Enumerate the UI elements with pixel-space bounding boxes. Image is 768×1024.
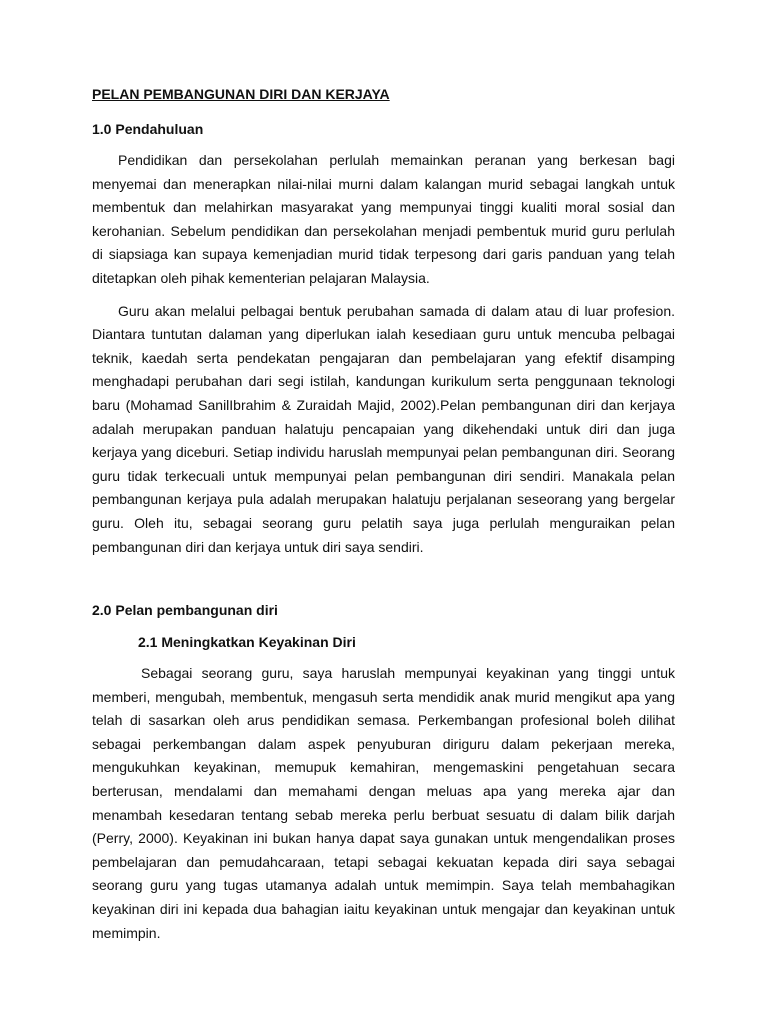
subsection-2-1-heading: 2.1 Meningkatkan Keyakinan Diri [138, 634, 356, 651]
section-2-heading: 2.0 Pelan pembangunan diri [92, 602, 278, 619]
document-title: PELAN PEMBANGUNAN DIRI DAN KERJAYA [92, 86, 390, 102]
subsection-2-1-paragraph: Sebagai seorang guru, saya haruslah mempunyai keyakinan yang tinggi untuk memberi, mengubah, membentuk, mengasuh serta mendidik anak murid mengikut apa yang telah di sasarkan oleh arus pendidikan semasa. Perkembangan profesional boleh dilihat sebagai perkembangan dalam aspek penyuburan diriguru dalam pekerjaan mereka, mengukuhkan keyakinan, memupuk kemahiran, mengemaskini pengetahuan secara berterusan, mendalami dan memahami dengan meluas apa yang mereka ajar dan menambah kesedaran tentang sebab mereka perlu berbuat sesuatu di dalam bilik darjah (Perry, 2000). Keyakinan ini bukan hanya dapat saya gunakan untuk mengendalikan proses pembelajaran dan pemudahcaraan, tetapi sebagai kekuatan kepada diri saya sebagai seorang guru yang tugas utamanya adalah untuk memimpin. Saya telah membahagikan keyakinan diri ini kepada dua bahagian iaitu keyakinan untuk mengajar dan keyakinan untuk memimpin. [92, 665, 675, 941]
section-1-paragraph-2: Guru akan melalui pelbagai bentuk perubahan samada di dalam atau di luar profesion. Diantara tuntutan dalaman yang diperlukan ialah kesediaan guru untuk mencuba pelbagai teknik, kaedah serta pendekatan pengajaran dan pembelajaran yang efektif disamping menghadapi perubahan dari segi istilah, kandungan kurikulum serta penggunaan teknologi baru (Mohamad SanilIbrahim & Zuraidah Majid, 2002).Pelan pembangunan diri dan kerjaya adalah merupakan panduan halatuju pencapaian yang dikehendaki untuk diri dan juga kerjaya yang diceburi. Setiap individu haruslah mempunyai pelan pembangunan diri. Seorang guru tidak terkecuali untuk mempunyai pelan pembangunan diri sendiri. Manakala pelan pembangunan kerjaya pula adalah merupakan halatuju perjalanan seseorang yang bergelar guru. Oleh itu, sebagai seorang guru pelatih saya juga perlulah menguraikan pelan pembangunan diri dan kerjaya untuk diri saya sendiri. [92, 302, 675, 555]
section-1-heading: 1.0 Pendahuluan [92, 121, 204, 137]
document-body [92, 84, 675, 945]
section-1-paragraph-1: Pendidikan dan persekolahan perlulah memainkan peranan yang berkesan bagi menyemai dan menerapkan nilai-nilai murni dalam kalangan murid sebagai langkah untuk membentuk dan melahirkan masyarakat yang mempunyai tinggi kualiti moral sosial dan kerohanian. Sebelum pendidikan dan persekolahan menjadi pembentuk murid guru perlulah di siapsiaga kan supaya kemenjadian murid tidak terpesong dari garis panduan yang telah ditetapkan oleh pihak kementerian pelajaran Malaysia. [92, 152, 675, 286]
